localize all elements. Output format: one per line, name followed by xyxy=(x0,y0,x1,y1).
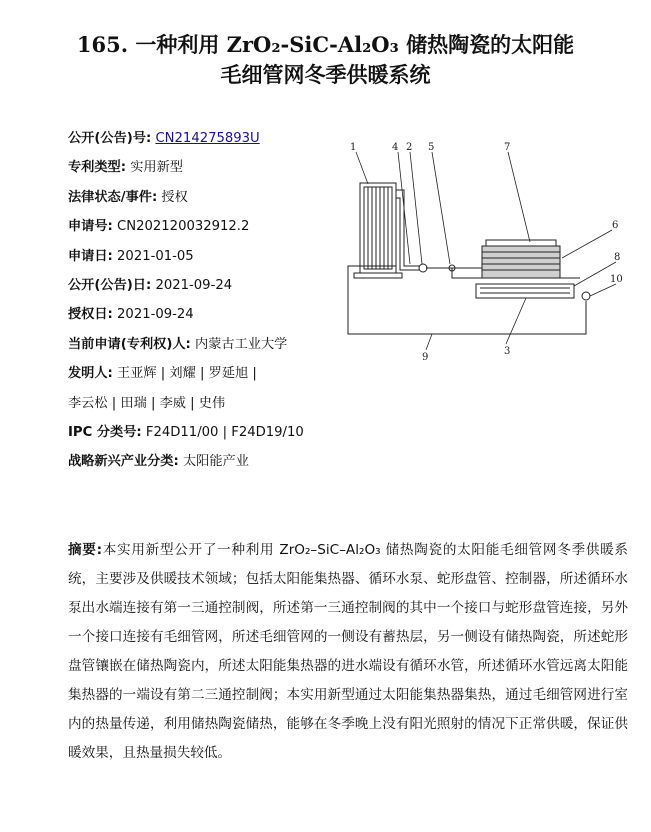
serpentine-coil xyxy=(476,284,574,298)
grant-date-label: 授权日: xyxy=(68,307,113,323)
app-no-label: 申请号: xyxy=(68,219,113,235)
app-no-row xyxy=(68,212,338,241)
ipc-row xyxy=(68,418,338,447)
app-date-label: 申请日: xyxy=(68,248,113,264)
pub-no-row xyxy=(68,124,338,153)
circulation-pump xyxy=(419,264,427,272)
inventors-line-2: 李云松 | 田瑞 | 李威 | 史伟 xyxy=(68,395,226,411)
abstract-label: 摘要: xyxy=(68,542,103,558)
industry-label: 战略新兴产业分类: xyxy=(68,454,179,470)
label-9: 9 xyxy=(422,352,429,363)
label-3: 3 xyxy=(504,346,511,357)
label-4: 4 xyxy=(392,142,399,153)
pub-date-label: 公开(公告)日: xyxy=(68,277,152,293)
patent-metadata xyxy=(68,124,338,477)
applicant-value: 内蒙古工业大学 xyxy=(195,336,288,352)
label-10: 10 xyxy=(610,274,623,285)
type-value: 实用新型 xyxy=(130,160,183,176)
legal-label: 法律状态/事件: xyxy=(68,189,158,205)
abstract-text: 本实用新型公开了一种利用 ZrO₂–SiC–Al₂O₃ 储热陶瓷的太阳能毛细管网冬季供暖系统，主要涉及供暖技术领域；包括太阳能集热器、循环水泵、蛇形盘管、控制器，所述循环水泵出水端连接有第一三通控制阀，所述第一三通控制阀的其中一个接口与蛇形盘管连接，另外一个接口连接有毛细管网，所述毛细管网的一侧设有蓄热层，另一侧设有储热陶瓷，所述蛇形盘管镶嵌在储热陶瓷内，所述太阳能集热器的进水端设有循环水管，所述循环水管远离太阳能集热器的一端设有第二三通控制阀；本实用新型通过太阳能集热器集热，通过毛细管网进行室内的热量传递，利用储热陶瓷储热，能够在冬季晚上没有阳光照射的情况下正常供暖，保证供暖效果，且热量损失较低。 xyxy=(68,542,629,761)
pub-date-value: 2021-09-24 xyxy=(155,277,233,293)
abstract-paragraph xyxy=(68,536,628,768)
type-row xyxy=(68,153,338,182)
label-8: 8 xyxy=(614,252,621,263)
ipc-label: IPC 分类号: xyxy=(68,424,142,440)
label-6: 6 xyxy=(612,220,619,231)
title-line-1: 165. 一种利用 ZrO₂-SiC-Al₂O₃ 储热陶瓷的太阳能 xyxy=(76,32,575,57)
app-no-value: CN202120032912.2 xyxy=(117,219,250,235)
label-7: 7 xyxy=(504,142,511,153)
app-date-row xyxy=(68,242,338,271)
inventor-row xyxy=(68,359,338,388)
inventor-row-2 xyxy=(68,389,338,418)
patent-drawing xyxy=(340,138,630,370)
inventor-label: 发明人: xyxy=(68,366,113,382)
applicant-label: 当前申请(专利权)人: xyxy=(68,336,191,352)
industry-value: 太阳能产业 xyxy=(182,454,249,470)
legal-row xyxy=(68,183,338,212)
patent-title xyxy=(0,30,651,90)
pub-no-link[interactable]: CN214275893U xyxy=(155,131,260,146)
ipc-value: F24D11/00 | F24D19/10 xyxy=(145,424,304,440)
label-5: 5 xyxy=(428,142,435,153)
applicant-row xyxy=(68,330,338,359)
industry-row xyxy=(68,447,338,476)
solar-collector xyxy=(354,183,402,278)
label-1: 1 xyxy=(350,142,357,153)
inventors-line-1: 王亚辉 | 刘耀 | 罗延旭 | xyxy=(117,366,257,382)
three-way-valve-2 xyxy=(582,292,590,300)
legal-value: 授权 xyxy=(161,189,188,205)
type-label: 专利类型: xyxy=(68,160,127,176)
pub-date-row xyxy=(68,271,338,300)
grant-date-value: 2021-09-24 xyxy=(117,307,194,323)
title-line-2: 毛细管网冬季供暖系统 xyxy=(220,62,431,87)
app-date-value: 2021-01-05 xyxy=(117,248,194,264)
label-2: 2 xyxy=(406,142,413,153)
grant-date-row xyxy=(68,300,338,329)
pub-no-label: 公开(公告)号: xyxy=(68,131,152,146)
thermal-storage-block xyxy=(482,240,560,278)
